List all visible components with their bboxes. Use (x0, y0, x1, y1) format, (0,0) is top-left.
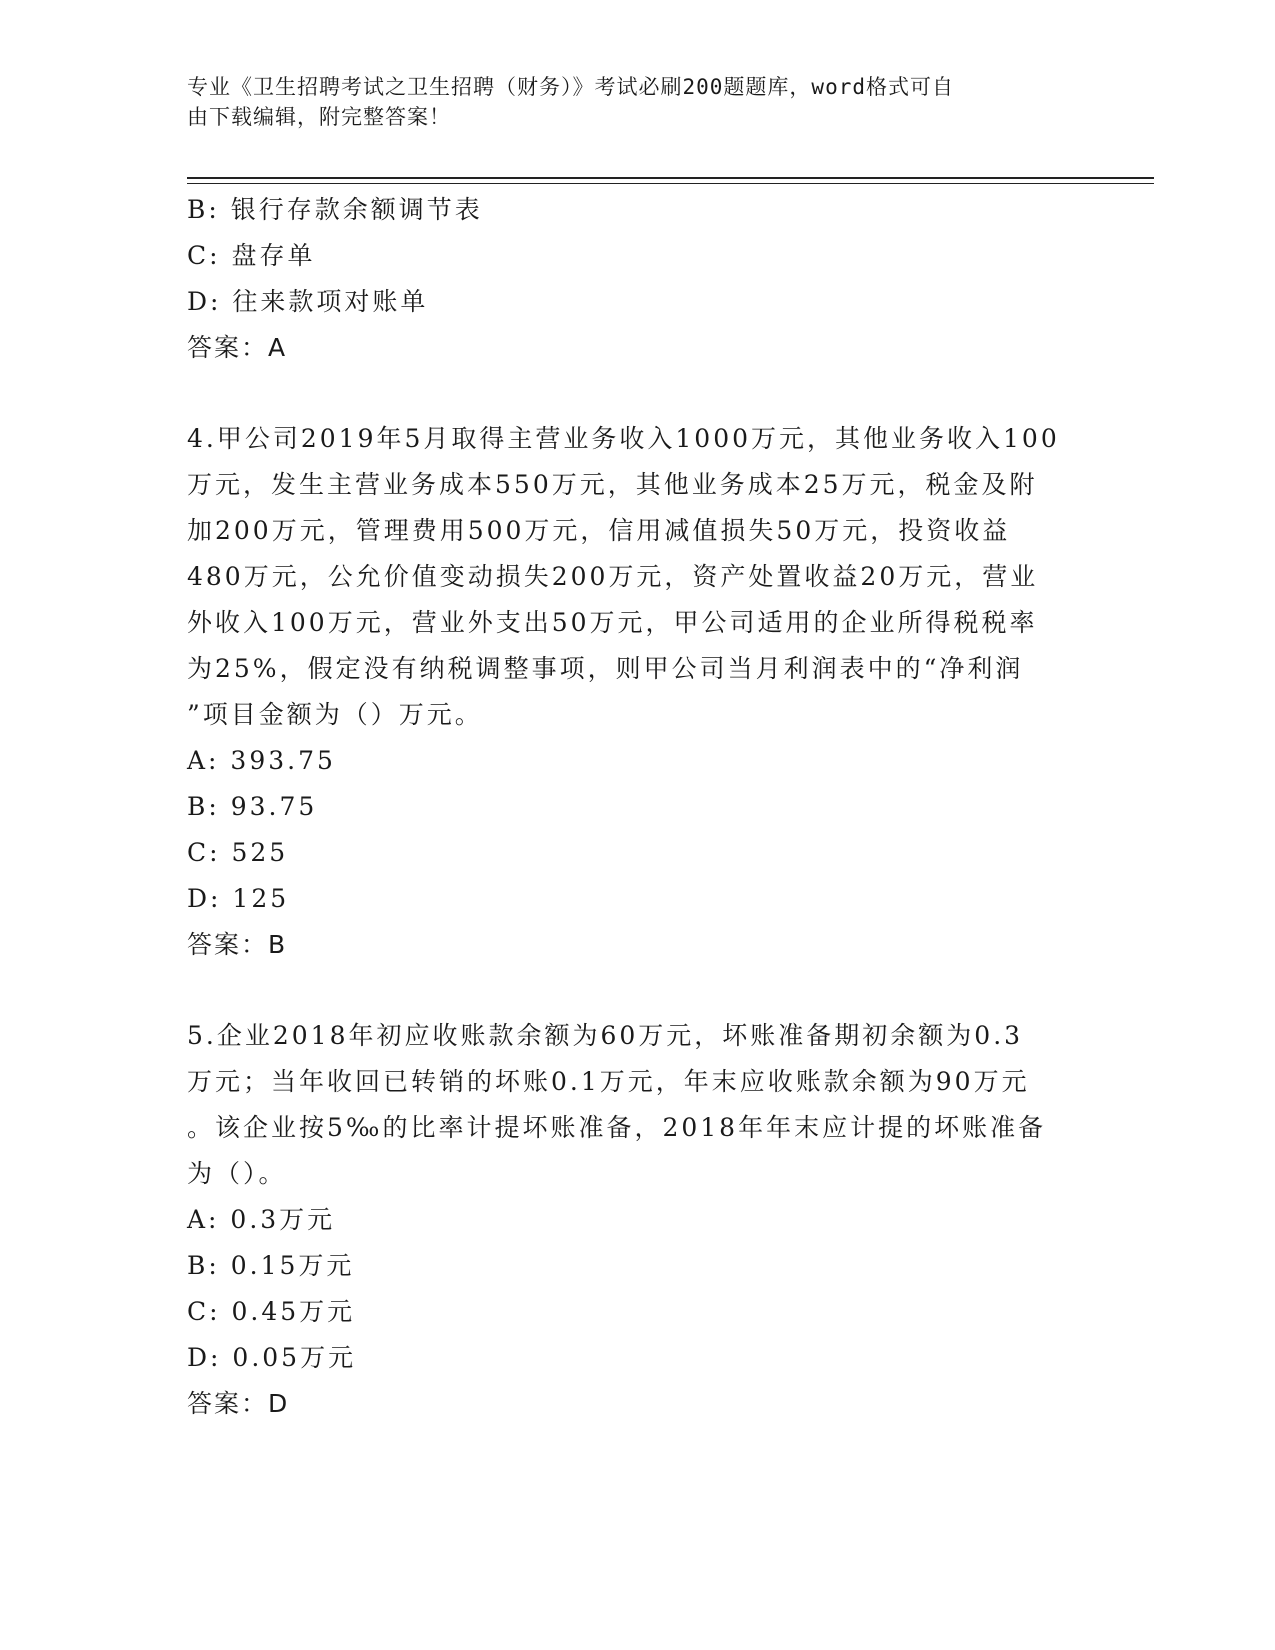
q3-answer: 答案：A (187, 333, 288, 362)
document-header (187, 72, 1077, 132)
q4-stem-line-6: 为25%，假定没有纳税调整事项，则甲公司当月利润表中的“净利润 (187, 654, 1024, 683)
q4-stem-line-2: 万元，发生主营业务成本550万元，其他业务成本25万元，税金及附 (187, 470, 1038, 499)
question-5 (187, 1013, 1087, 1427)
q4-option-a: A: 393.75 (187, 746, 336, 775)
q5-stem-line-2: 万元；当年收回已转销的坏账0.1万元，年末应收账款余额为90万元 (187, 1067, 1030, 1096)
header-rule-thin (187, 183, 1154, 184)
q4-stem-line-4: 480万元，公允价值变动损失200万元，资产处置收益20万元，营业 (187, 562, 1039, 591)
q5-option-a: A: 0.3万元 (187, 1205, 336, 1234)
q5-stem-line-3: 。该企业按5‰的比率计提坏账准备，2018年年末应计提的坏账准备 (187, 1113, 1047, 1142)
q3-option-d: D: 往来款项对账单 (187, 287, 429, 316)
spacer (187, 371, 1087, 416)
header-line-1: 专业《卫生招聘考试之卫生招聘（财务）》考试必刷200题题库，word格式可自 (187, 75, 954, 99)
question-3 (187, 187, 1087, 371)
q3-option-b: B: 银行存款余额调节表 (187, 195, 483, 224)
header-rule-thick (187, 177, 1154, 179)
q3-option-c: C: 盘存单 (187, 241, 316, 270)
q4-option-d: D: 125 (187, 884, 290, 913)
q4-option-b: B: 93.75 (187, 792, 318, 821)
q4-stem-line-5: 外收入100万元，营业外支出50万元，甲公司适用的企业所得税税率 (187, 608, 1038, 637)
q4-answer: 答案：B (187, 930, 288, 959)
q5-option-d: D: 0.05万元 (187, 1343, 357, 1372)
question-content (187, 187, 1087, 1427)
question-4 (187, 416, 1087, 968)
q4-stem-line-3: 加200万元，管理费用500万元，信用减值损失50万元，投资收益 (187, 516, 1011, 545)
q4-stem-line-1: 4.甲公司2019年5月取得主营业务收入1000万元，其他业务收入100 (187, 424, 1060, 453)
header-line-2: 由下载编辑，附完整答案！ (187, 105, 451, 129)
q4-stem-line-7: ”项目金额为（）万元。 (187, 700, 483, 729)
q4-option-c: C: 525 (187, 838, 289, 867)
q5-stem-line-4: 为（）。 (187, 1159, 287, 1188)
q5-stem-line-1: 5.企业2018年初应收账款余额为60万元，坏账准备期初余额为0.3 (187, 1021, 1024, 1050)
q5-option-b: B: 0.15万元 (187, 1251, 355, 1280)
q5-option-c: C: 0.45万元 (187, 1297, 356, 1326)
spacer (187, 968, 1087, 1013)
q5-answer: 答案：D (187, 1389, 290, 1418)
